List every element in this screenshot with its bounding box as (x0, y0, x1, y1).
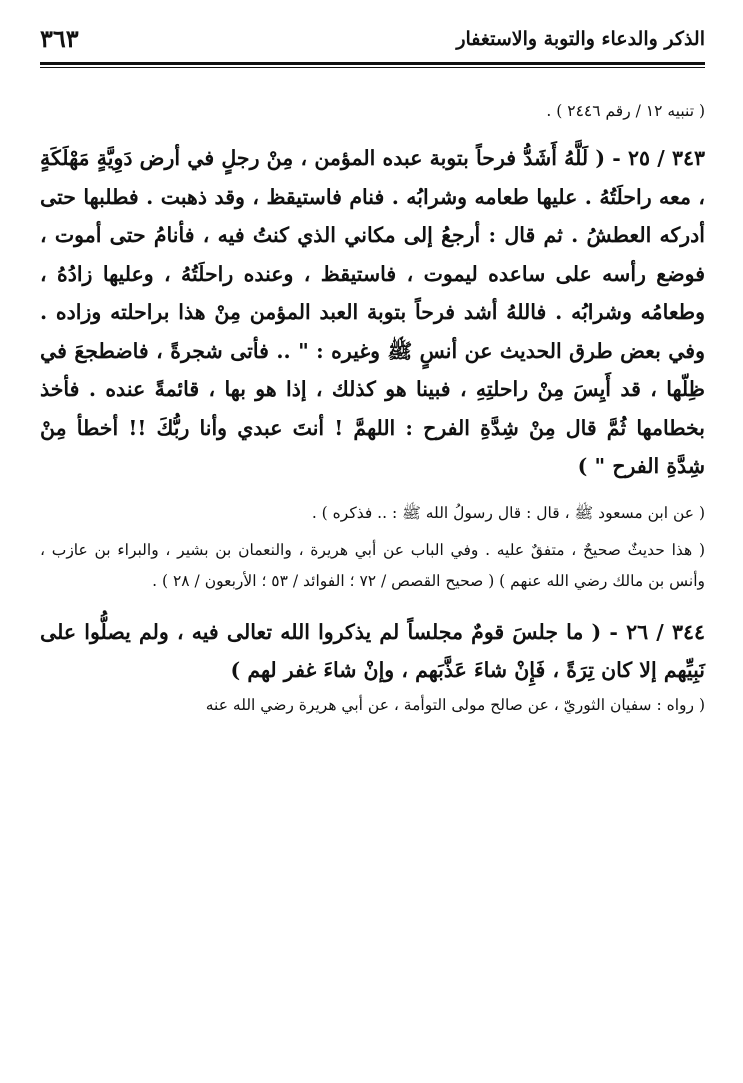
page-body (40, 96, 705, 721)
chapter-title: الذكر والدعاء والتوبة والاستغفار (456, 28, 705, 50)
hadith-343-text: ٣٤٣ / ٢٥ - ( لَلَّهُ أَشَدُّ فرحاً بتوبة عبده المؤمن ، مِنْ رجلٍ في أرض دَوِيَّةٍ مَهْلَكَةٍ ، معه راحلَتُهُ . عليها طعامه وشرابُه . فنام فاستيقظ ، وقد ذهبت . فطلبها حتى أدركه العطشُ . ثم قال : أرجعُ إلى مكاني الذي كنتُ فيه ، فأنامُ حتى أموت ، فوضع رأسه على ساعده ليموت ، فاستيقظ ، وعنده راحلَتُهُ ، وعليها زادُهُ ، وطعامُه وشرابُه . فاللهُ أشد فرحاً بتوبة العبد المؤمن مِنْ هذا براحلته وزاده . وفي بعض طرق الحديث عن أنسٍ ﷺ وغيره : " .. فأتى شجرةً ، فاضطجعَ في ظِلّها ، قد أَيِسَ مِنْ راحلتِهِ ، فبينا هو كذلك ، إذا هو بها ، قائمةً عنده . فأخذ بخطامها ثُمَّ قال مِنْ شِدَّةِ الفرح : اللهمَّ ! أنتَ عبدي وأنا ربُّكَ !! أخطأ مِنْ شِدَّةِ الفرح " ) (40, 146, 705, 478)
header-rule-thick (40, 62, 705, 65)
page-header (40, 22, 705, 58)
hadith-344-source: ( رواه : سفيان الثوريّ ، عن صالح مولى التوأمة ، عن أبي هريرة رضي الله عنه (205, 695, 705, 714)
header-rule-thin (40, 67, 705, 68)
page-number: ٣٦٣ (40, 24, 79, 53)
hadith-343-source: ( عن ابن مسعود ﷺ ، قال : قال رسولُ الله ﷺ : .. فذكره ) . (311, 503, 705, 522)
hadith-344-text: ٣٤٤ / ٢٦ - ( ما جلسَ قومٌ مجلساً لم يذكروا الله تعالى فيه ، ولم يصلُّوا على نَبِيِّهم إلا كان تِرَةً ، فَإِنْ شاءَ عَذَّبَهم ، وإنْ شاءَ غفر لهم ) (40, 619, 705, 682)
note-reference: ( تنبيه ١٢ / رقم ٢٤٤٦ ) . (546, 102, 705, 120)
hadith-343-grading: ( هذا حديثٌ صحيحٌ ، متفقٌ عليه . وفي الباب عن أبي هريرة ، والنعمان بن بشير ، والبراء بن عازب ، وأنس بن مالك رضي الله عنهم ) ( صحيح القصص / ٧٢ ؛ الفوائد / ٥٣ ؛ الأربعون / ٢٨ ) . (40, 540, 705, 590)
